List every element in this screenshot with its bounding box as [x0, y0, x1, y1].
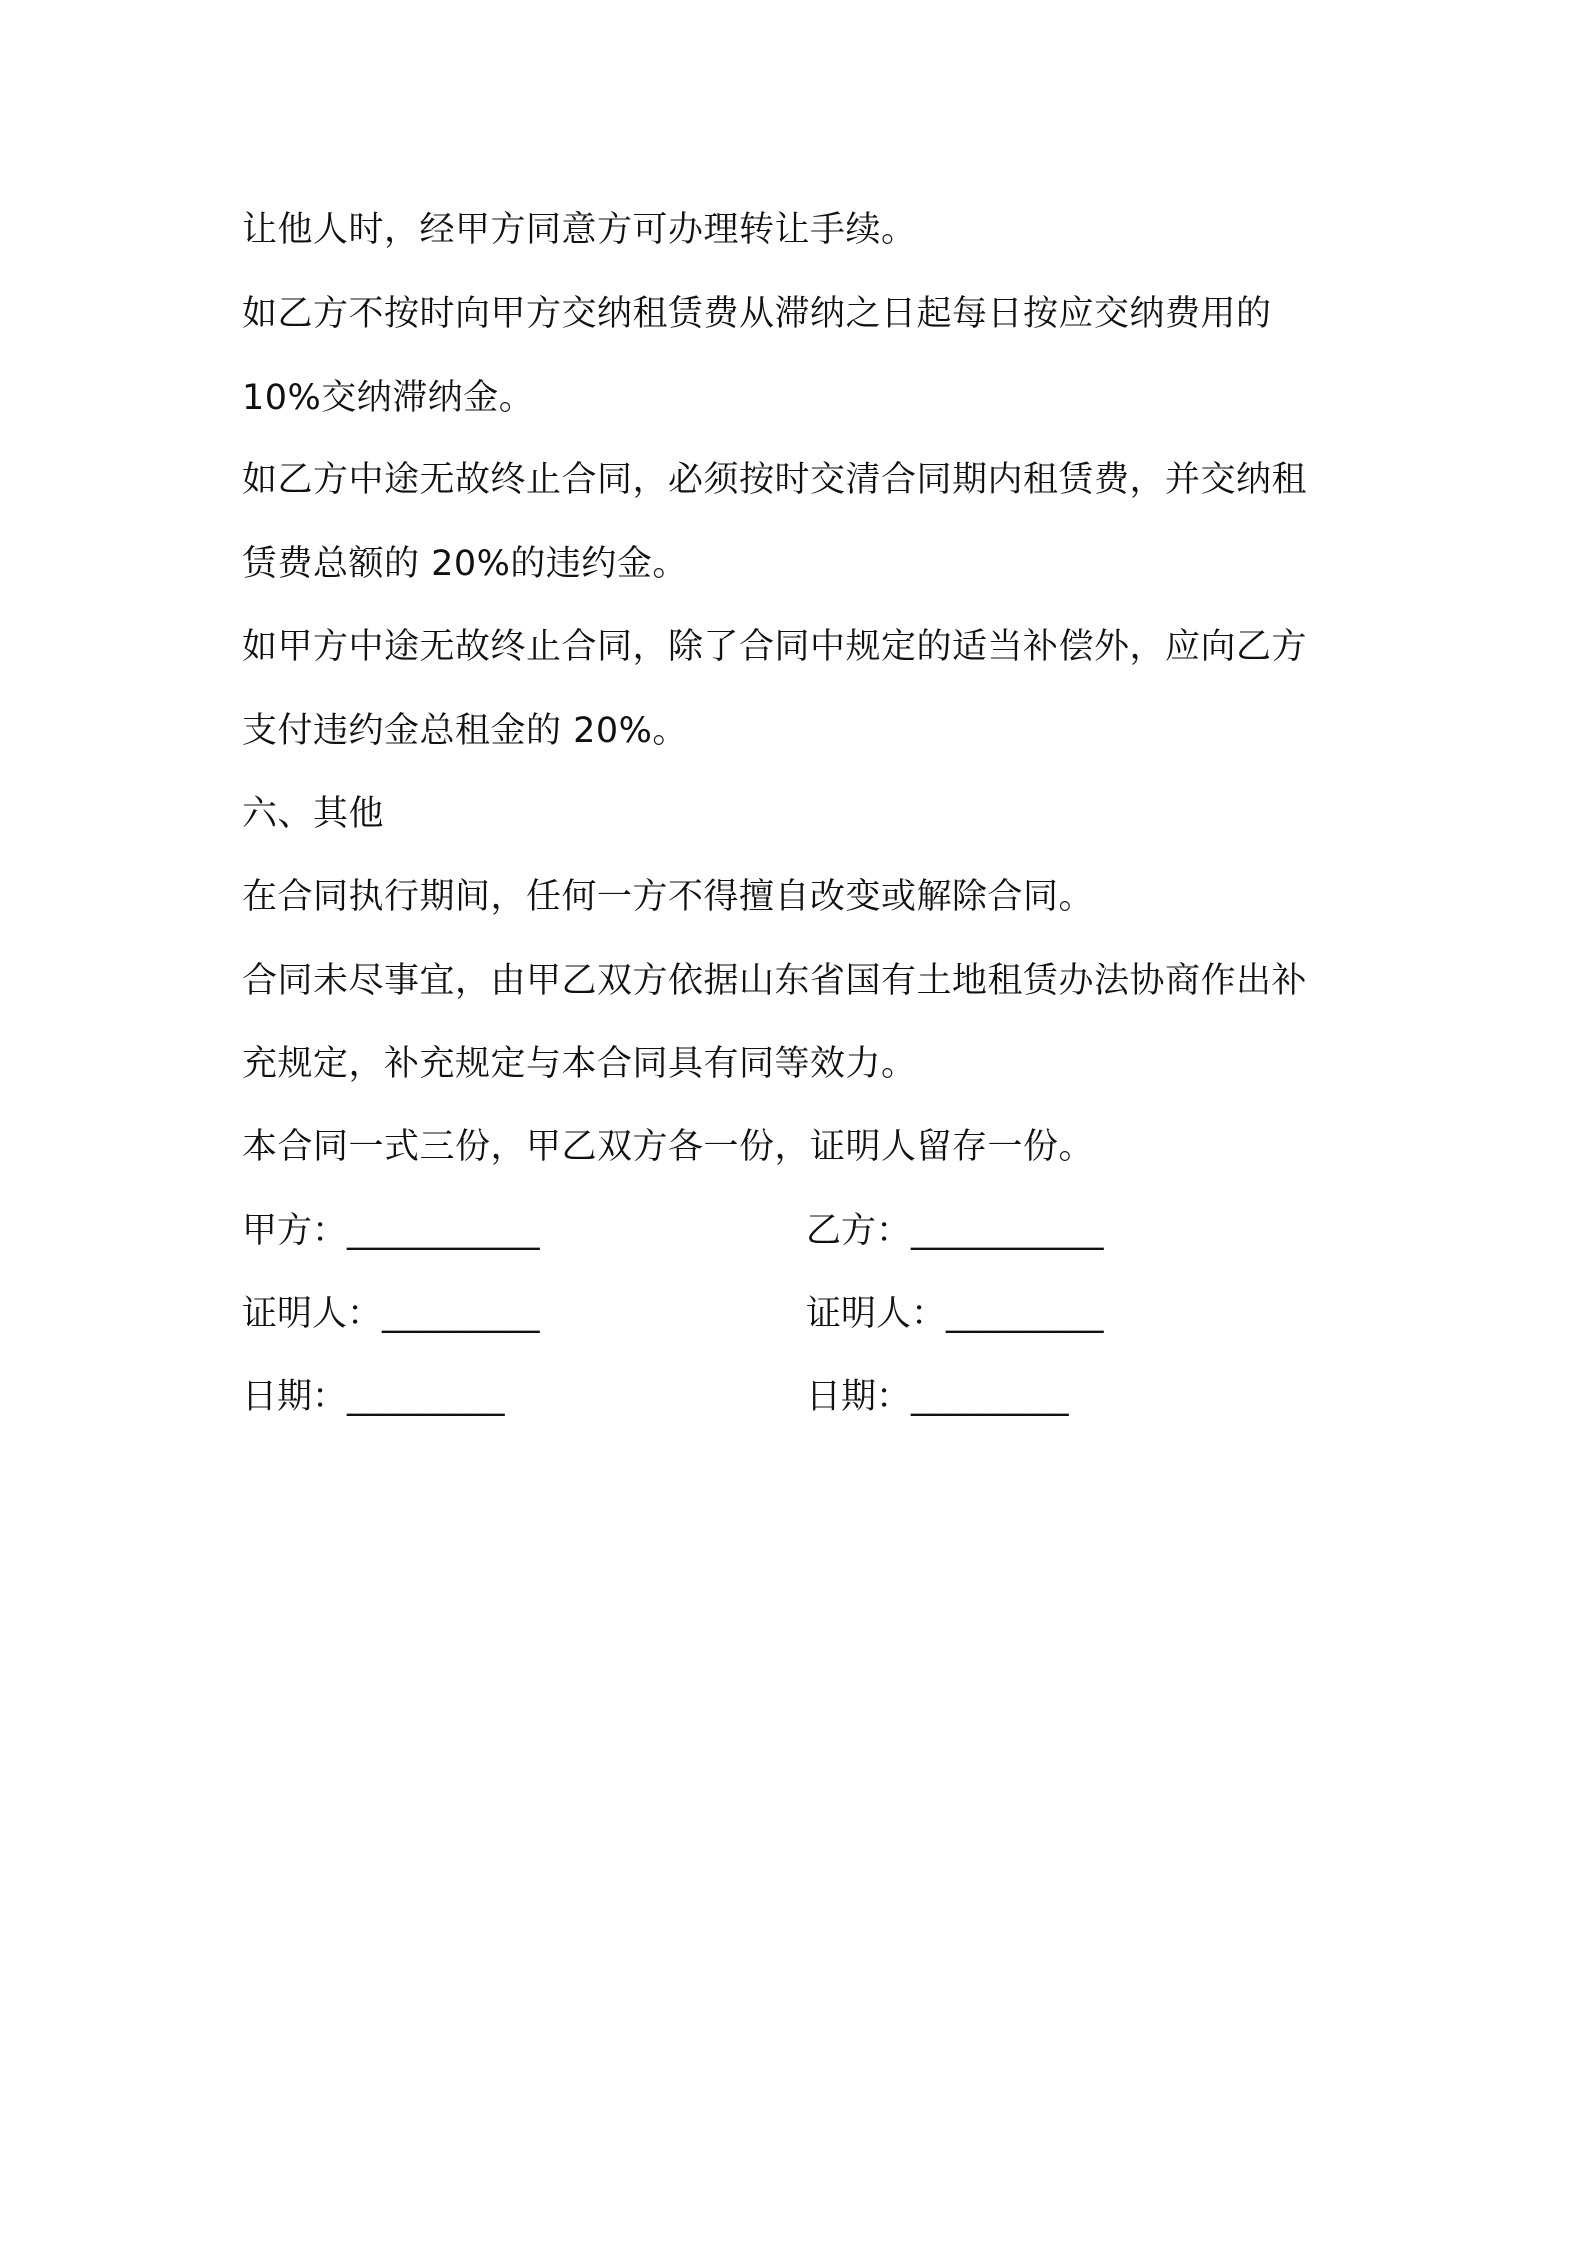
paragraph-line: 充规定，补充规定与本合同具有同等效力。 — [242, 1044, 917, 1084]
witness-left-signature: 证明人：_________ — [242, 1294, 540, 1334]
paragraph-line: 本合同一式三份，甲乙双方各一份，证明人留存一份。 — [242, 1127, 1095, 1167]
paragraph-line: 10%交纳滞纳金。 — [242, 378, 535, 418]
paragraph-line: 让他人时，经甲方同意方可办理转让手续。 — [242, 210, 917, 250]
paragraph-line: 如甲方中途无故终止合同，除了合同中规定的适当补偿外，应向乙方 — [242, 627, 1308, 667]
party-b-signature: 乙方：___________ — [806, 1211, 1104, 1251]
witness-right-signature: 证明人：_________ — [806, 1294, 1104, 1334]
date-right: 日期：_________ — [806, 1377, 1069, 1417]
paragraph-line: 支付违约金总租金的 20%。 — [242, 711, 688, 751]
section-heading: 六、其他 — [242, 794, 385, 834]
paragraph-line: 如乙方中途无故终止合同，必须按时交清合同期内租赁费，并交纳租 — [242, 460, 1308, 500]
paragraph-line: 赁费总额的 20%的违约金。 — [242, 544, 688, 584]
paragraph-line: 如乙方不按时向甲方交纳租赁费从滞纳之日起每日按应交纳费用的 — [242, 294, 1272, 334]
paragraph-line: 在合同执行期间，任何一方不得擅自改变或解除合同。 — [242, 877, 1095, 917]
party-a-signature: 甲方：___________ — [242, 1211, 540, 1251]
date-left: 日期：_________ — [242, 1377, 505, 1417]
paragraph-line: 合同未尽事宜，由甲乙双方依据山东省国有土地租赁办法协商作出补 — [242, 961, 1308, 1001]
